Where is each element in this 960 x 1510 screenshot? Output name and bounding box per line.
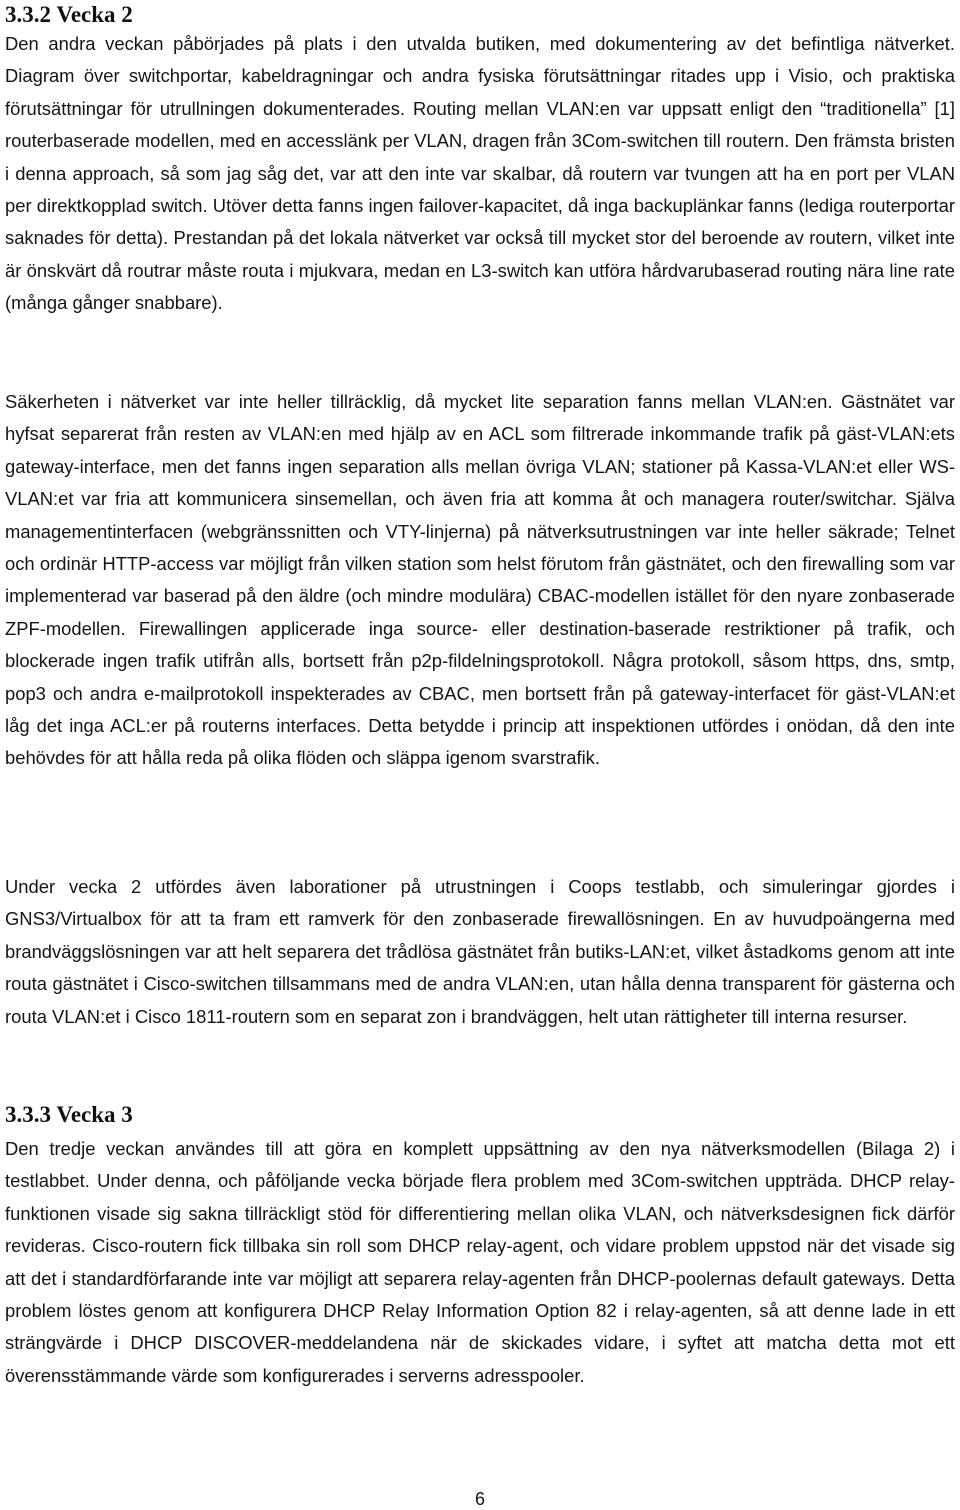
paragraph-vecka-2-intro: Den andra veckan påbörjades på plats i den utvalda butiken, med dokumentering av det befintliga nätverket. Diagram över switchportar, kabeldragningar och andra fysiska förutsättningar ritades upp i Visio, och praktiska förutsättningar för utrullningen dokumenterades. Routing mellan VLAN:en var uppsatt enligt den “traditionella” [1] routerbaserade modellen, med en accesslänk per VLAN, dragen från 3Com-switchen till routern. Den främsta bristen i denna approach, så som jag såg det, var att den inte var skalbar, då routern var tvungen att ha en port per VLAN per direktkopplad switch. Utöver detta fanns ingen failover-kapacitet, då inga backuplänkar fanns (lediga routerportar saknades för detta). Prestandan på det lokala nätverket var också till mycket stor del beroende av routern, vilket inte är önskvärt då routrar måste routa i mjukvara, medan en L3-switch kan utföra hårdvarubaserad routing nära line rate (många gånger snabbare). xyxy=(5,33,955,314)
page-number: 6 xyxy=(474,1489,485,1509)
paragraph-vecka-3: Den tredje veckan användes till att göra en komplett uppsättning av den nya nätverksmodellen (Bilaga 2) i testlabbet. Under denna, och påföljande vecka började flera problem med 3Com-switchen uppträda. DHCP relay-funktionen visade sig sakna tillräckligt stöd för differentiering mellan olika VLAN, och nätverksdesignen fick därför revideras. Cisco-routern fick tillbaka sin roll som DHCP relay-agent, och vidare problem uppstod när det visade sig att det i standardförfarande inte var möjligt att separera relay-agenten från DHCP-poolernas default gateways. Detta problem löstes genom att konfigurera DHCP Relay Information Option 82 i relay-agenten, så att denne lade in ett strängvärde i DHCP DISCOVER-meddelandena när de skickades vidare, i syftet att matcha detta mot ett överensstämmande värde som konfigurerades i serverns adresspooler. xyxy=(5,1138,955,1386)
section-heading-vecka-3: 3.3.3 Vecka 3 xyxy=(5,1102,133,1127)
paragraph-vecka-2-lab: Under vecka 2 utfördes även laborationer på utrustningen i Coops testlabb, och simuleringar gjordes i GNS3/Virtualbox för att ta fram ett ramverk för den zonbaserade firewallösningen. En av huvudpoängerna med brandväggslösningen var att helt separera det trådlösa gästnätet från butiks-LAN:et, vilket åstadkoms genom att inte routa gästnätet i Cisco-switchen tillsammans med de andra VLAN:en, utan hålla denna transparent för gästerna och routa VLAN:et i Cisco 1811-routern som en separat zon i brandväggen, helt utan rättigheter till interna resurser. xyxy=(5,876,955,1027)
document-page xyxy=(5,0,955,1509)
section-heading-vecka-2: 3.3.2 Vecka 2 xyxy=(5,2,133,27)
paragraph-vecka-2-security: Säkerheten i nätverket var inte heller tillräcklig, då mycket lite separation fanns mellan VLAN:en. Gästnätet var hyfsat separerat från resten av VLAN:en med hjälp av en ACL som filtrerade inkommande trafik på gäst-VLAN:ets gateway-interface, men det fanns ingen separation alls mellan övriga VLAN; stationer på Kassa-VLAN:et eller WS-VLAN:et var fria att kommunicera sinsemellan, och även fria att komma åt och managera router/switchar. Själva managementinterfacen (webgränssnitten och VTY-linjerna) på nätverksutrustningen var inte heller säkrade; Telnet och ordinär HTTP-access var möjligt från vilken station som helst förutom från gästnätet, och den firewalling som var implementerad var baserad på den äldre (och mindre modulära) CBAC-modellen istället för den nyare zonbaserade ZPF-modellen. Firewallingen applicerade inga source- eller destination-baserade restriktioner på trafik, och blockerade ingen trafik utifrån alls, bortsett från p2p-fildelningsprotokoll. Några protokoll, såsom https, dns, smtp, pop3 och andra e-mailprotokoll inspekterades av CBAC, men bortsett från på gateway-interfacet för gäst-VLAN:et låg det inga ACL:er på routerns interfaces. Detta betydde i princip att inspektionen utfördes i onödan, då den inte behövdes för att hålla reda på olika flöden och släppa igenom svarstrafik. xyxy=(5,391,955,769)
